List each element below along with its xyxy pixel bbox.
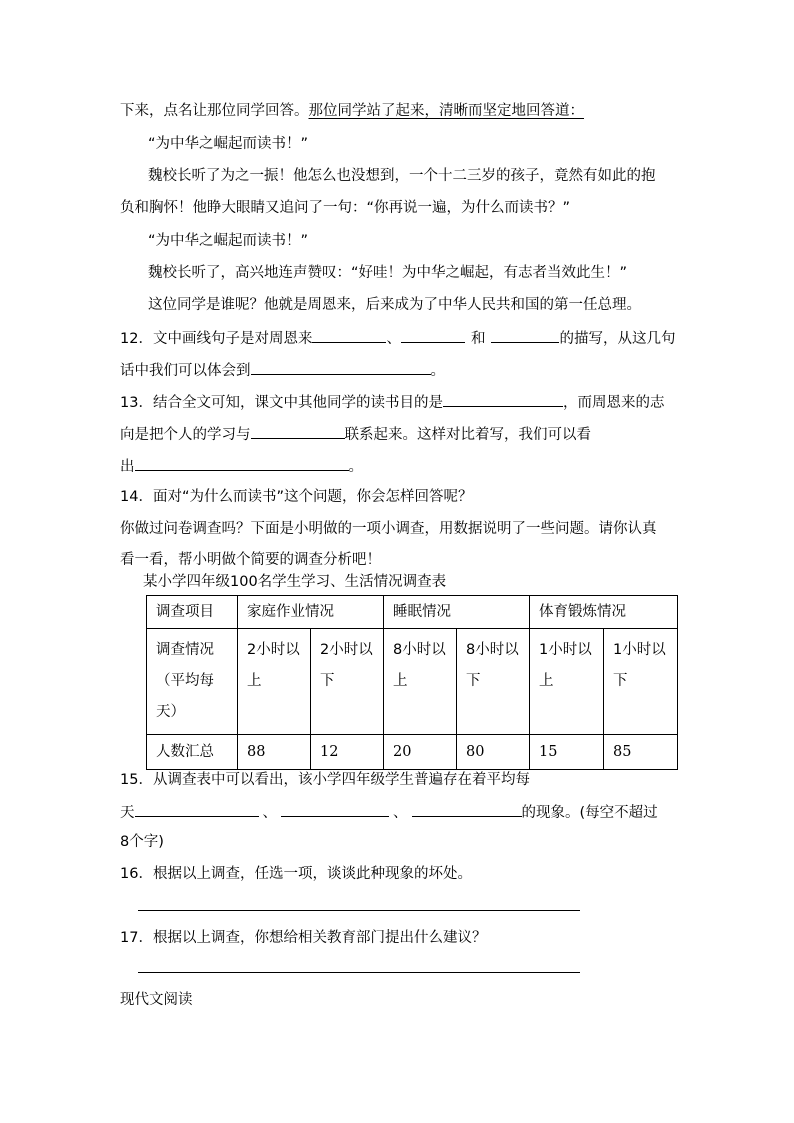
table-header-cell: 睡眠情况 (384, 596, 530, 629)
table-cell: 88 (238, 735, 311, 770)
answer-blank-13c[interactable] (135, 455, 349, 471)
question-16: 16．根据以上调查，任选一项，谈谈此种现象的坏处。 (120, 866, 472, 882)
table-cell: 80 (457, 735, 530, 770)
table-cell: 2小时以上 (238, 629, 311, 735)
answer-blank-15a[interactable] (135, 801, 259, 817)
answer-blank-13b[interactable] (251, 423, 345, 439)
passage-line-3: 魏校长听了为之一振！他怎么也没想到，一个十二三岁的孩子，竟然有如此的抱 (148, 168, 656, 184)
question-14-line-3: 看一看，帮小明做个简要的调查分析吧！ (120, 552, 381, 568)
question-12-text: 话中我们可以体会到 (120, 363, 251, 379)
table-cell: 1小时以上 (530, 629, 604, 735)
question-15-line-3: 8个字) (120, 834, 164, 850)
period: 。 (430, 363, 445, 379)
section-heading: 现代文阅读 (120, 992, 193, 1008)
answer-blank-12a[interactable] (312, 327, 386, 343)
table-cell: 2小时以下 (311, 629, 384, 735)
question-13-line-1 (120, 391, 664, 413)
passage-line-2: “为中华之崛起而读书！” (148, 136, 309, 152)
question-15-line-2 (120, 801, 658, 823)
answer-blank-12d[interactable] (251, 359, 431, 375)
question-15-text: 天 (120, 805, 135, 821)
table-cell: 15 (530, 735, 604, 770)
survey-table (146, 595, 678, 770)
question-13-text: 向是把个人的学习与 (120, 427, 251, 443)
table-cell: 1小时以下 (604, 629, 678, 735)
table-caption: 某小学四年级100名学生学习、生活情况调查表 (143, 574, 447, 590)
table-cell: 85 (604, 735, 678, 770)
table-cell: 调查情况（平均每天） (147, 629, 238, 735)
period: 。 (348, 459, 363, 475)
answer-blank-15c[interactable] (412, 801, 522, 817)
question-14-line-1: 14．面对“为什么而读书”这个问题，你会怎样回答呢？ (120, 489, 473, 505)
table-header-cell: 体育锻炼情况 (530, 596, 678, 629)
answer-line-16[interactable] (138, 910, 580, 911)
table-header-cell: 调查项目 (147, 596, 238, 629)
question-12-line-1 (120, 327, 675, 349)
question-12-line-2 (120, 359, 445, 381)
passage-text: 下来，点名让那位同学回答。 (120, 103, 309, 119)
question-13-text: 13．结合全文可知，课文中其他同学的读书目的是 (120, 395, 443, 411)
answer-blank-12b[interactable] (401, 327, 465, 343)
question-13-text: 联系起来。这样对比着写，我们可以看 (344, 427, 591, 443)
separator: 、 (262, 805, 277, 821)
question-15-line-1: 15．从调查表中可以看出，该小学四年级学生普遍存在着平均每 (120, 772, 530, 788)
table-row (147, 629, 678, 735)
underlined-sentence: 那位同学站了起来，清晰而坚定地回答道： (308, 103, 584, 119)
separator: 、 (386, 331, 401, 347)
question-13-line-2 (120, 423, 591, 445)
separator: 和 (470, 331, 486, 347)
table-cell: 8小时以下 (457, 629, 530, 735)
table-header-cell: 家庭作业情况 (238, 596, 384, 629)
table-cell: 20 (384, 735, 457, 770)
question-17: 17．根据以上调查，你想给相关教育部门提出什么建议？ (120, 930, 487, 946)
table-cell: 12 (311, 735, 384, 770)
table-row (147, 735, 678, 770)
passage-line-5: “为中华之崛起而读书！” (148, 233, 309, 249)
question-12-text: 的描写，从这几句 (559, 331, 676, 347)
passage-line-7: 这位同学是谁呢？他就是周恩来，后来成为了中华人民共和国的第一任总理。 (148, 297, 641, 313)
passage-line-4: 负和胸怀！他睁大眼睛又追问了一句：“你再说一遍，为什么而读书？” (120, 200, 571, 216)
passage-line-6: 魏校长听了，高兴地连声赞叹：“好哇！为中华之崛起，有志者当效此生！” (148, 265, 628, 281)
separator: 、 (393, 805, 408, 821)
question-14-line-2: 你做过问卷调查吗？下面是小明做的一项小调查，用数据说明了一些问题。请你认真 (120, 521, 657, 537)
table-cell: 8小时以上 (384, 629, 457, 735)
table-cell: 人数汇总 (147, 735, 238, 770)
question-12-text: 12．文中画线句子是对周恩来 (120, 331, 313, 347)
question-15-text: 的现象。(每空不超过 (521, 805, 658, 821)
question-13-text: 出 (120, 459, 135, 475)
question-13-text: ，而周恩来的志 (562, 395, 665, 411)
question-13-line-3 (120, 455, 363, 477)
table-header-row (147, 596, 678, 629)
passage-line-1 (120, 101, 584, 121)
answer-blank-13a[interactable] (443, 391, 563, 407)
answer-blank-12c[interactable] (491, 327, 559, 343)
answer-blank-15b[interactable] (281, 801, 389, 817)
answer-line-17[interactable] (138, 972, 580, 973)
